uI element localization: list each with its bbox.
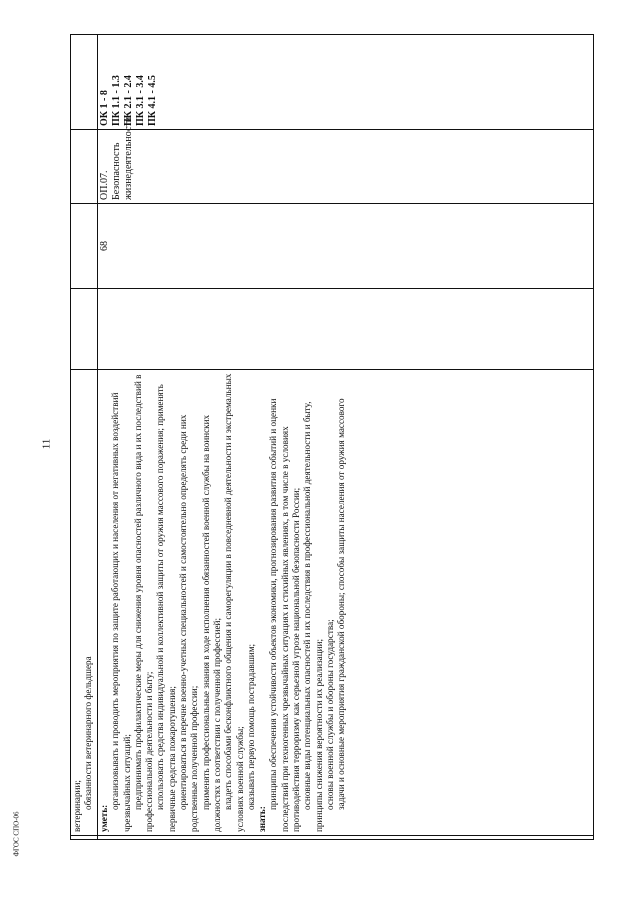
table-cell xyxy=(71,204,98,289)
hours-cell xyxy=(98,204,594,289)
competency-code: ОК 1 - 8 xyxy=(99,90,110,126)
skill-item: владеть способами бесконфликтного общения и саморегуляции в повседневной деятельности и экстремальных условиях военной службы; xyxy=(223,373,245,832)
table-cell xyxy=(98,836,594,840)
page-number: 11 xyxy=(40,438,53,450)
table-cell xyxy=(71,35,98,130)
skill-item: предпринимать профилактические меры для снижения уровня опасностей различного вида и их последствий в профессиональной деятельности и быту; xyxy=(132,374,155,832)
table-cell xyxy=(71,289,98,370)
table-row xyxy=(71,35,98,840)
skill-item: ориентироваться в перечне военно-учетных специальностей и самостоятельно определять среди них родственные полученной профессии; xyxy=(178,414,200,832)
table-cell xyxy=(71,130,98,204)
knowledge-item: основы военной службы и обороны государства; xyxy=(324,619,335,810)
competency-code: ПК 2.1 - 2.4 xyxy=(123,75,134,126)
competency-code: ПК 4.1 - 4.5 xyxy=(147,75,158,126)
footer-code: ФГОС СПО-06 xyxy=(12,811,21,857)
competency-code: ПК 3.1 - 3.4 xyxy=(135,75,146,126)
requirements-cell xyxy=(98,370,594,836)
skill-item: оказывать первую помощь пострадавшим; xyxy=(245,643,256,810)
continued-text-line: обязанности ветеринарного фельдшера xyxy=(83,656,94,810)
continued-text-line: ветеринарии; xyxy=(72,780,82,832)
competencies-cell xyxy=(98,35,594,130)
knowledge-item: задачи и основные мероприятия гражданской обороны; способы защиты населения от оружия массового xyxy=(336,398,347,810)
rotated-table-page xyxy=(70,35,594,840)
table-cell xyxy=(71,836,98,840)
hours-value: 68 xyxy=(99,241,110,251)
knowledge-item: принципы обеспечения устойчивости объектов экономики, прогнозирования развития событий и оценки последствий при техногенных чрезвычайных ситуациях и стихийных явлениях, в том числе в условиях противодействия терроризму как серьезной угрозе национальной безопасности России; xyxy=(268,398,302,832)
discipline-index-cell xyxy=(98,116,594,204)
discipline-index: ОП.07. Безопасность жизнедеятельности xyxy=(99,116,134,200)
competency-table xyxy=(70,34,594,840)
table-cell xyxy=(98,289,594,370)
skill-item: применять профессиональные знания в ходе исполнения обязанностей военной службы на воинских должностях в соответствии с полученной профессией; xyxy=(200,414,222,832)
competency-code: ПК 1.1 - 1.3 xyxy=(111,75,122,126)
knowledge-item: основные виды потенциальных опасностей и их последствия в профессиональной деятельности и быту, принципы снижения вероятности их реализации; xyxy=(302,401,324,832)
skill-item: использовать средства индивидуальной и коллективной защиты от оружия массового поражения; применять первичные средства пожаротушения; xyxy=(155,384,177,832)
table-cell xyxy=(71,370,98,836)
skills-heading: уметь: xyxy=(99,804,109,832)
knowledge-heading: знать: xyxy=(257,806,268,832)
skill-item: организовывать и проводить мероприятия по защите работающих и населения от негативных воздействий чрезвычайных ситуаций; xyxy=(110,392,132,832)
table-row xyxy=(98,35,594,840)
